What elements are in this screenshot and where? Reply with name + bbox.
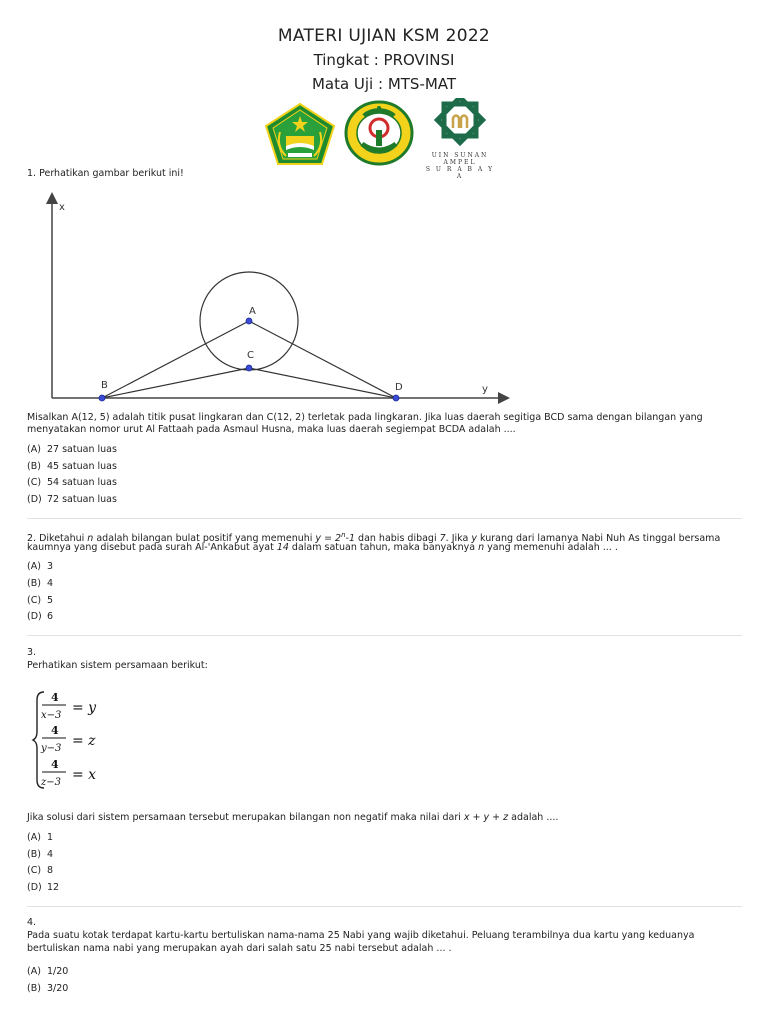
q3-option-a[interactable] (27, 832, 53, 843)
q1-option-b[interactable] (27, 461, 117, 472)
equation-system (30, 688, 150, 792)
eq2-numerator: 4 (51, 724, 59, 737)
level-heading: Tingkat : PROVINSI (313, 51, 455, 69)
option-text: 4 (47, 578, 54, 589)
option-text: 54 satuan luas (47, 477, 117, 488)
q1-text-line2: menyatakan nomor urut Al Fattaah pada Asmaul Husna, maka luas daerah segiempat BCDA adalah .... (27, 424, 516, 435)
q2-fragment: 2. Diketahui (27, 533, 88, 545)
q2-divisor: 7 (439, 533, 446, 545)
option-label: (B) (27, 578, 41, 589)
q1-option-a[interactable] (27, 444, 117, 455)
option-text: 12 (47, 882, 60, 893)
q2-fragment: dan habis dibagi (355, 533, 440, 545)
point-a (246, 318, 252, 324)
page-title: MATERI UJIAN KSM 2022 (277, 26, 491, 46)
eq3-denominator: z−3 (41, 777, 62, 788)
q2-option-d[interactable] (27, 611, 53, 622)
uin-sunan-ampel-logo (430, 98, 490, 152)
q2-var-y: y (315, 533, 322, 545)
eq3-numerator: 4 (51, 758, 59, 771)
q3-option-d[interactable] (27, 882, 59, 893)
option-label: (A) (27, 966, 41, 977)
option-text: 5 (47, 595, 54, 606)
eq1-denominator: x−3 (41, 710, 62, 721)
q3-fragment: Jika solusi dari sistem persamaan tersebut merupakan bilangan non negatif maka nilai dari (27, 812, 464, 823)
option-label: (C) (27, 477, 42, 488)
q4-option-a[interactable] (27, 966, 68, 977)
q2-option-b[interactable] (27, 578, 53, 589)
option-text: 45 satuan luas (47, 461, 117, 472)
point-d (393, 395, 399, 401)
subject-heading: Mata Uji : MTS-MAT (311, 75, 457, 93)
q3-expression: x + y + z (463, 812, 509, 823)
divider (27, 518, 742, 519)
q4-text-line1: Pada suatu kotak terdapat kartu-kartu bertuliskan nama-nama 25 Nabi yang wajib diketahui. Peluang terambilnya dua kartu yang keduanya (27, 930, 695, 941)
option-text: 72 satuan luas (47, 494, 117, 505)
option-label: (D) (27, 882, 42, 893)
uin-caption (424, 152, 496, 180)
q2-text-line2 (27, 542, 618, 554)
option-label: (B) (27, 461, 41, 472)
option-text: 1 (47, 832, 54, 843)
option-label: (B) (27, 983, 41, 994)
option-label: (A) (27, 444, 41, 455)
label-c: C (247, 350, 254, 361)
eq1-rhs: = y (72, 700, 97, 716)
q3-prompt: Perhatikan sistem persamaan berikut: (27, 660, 208, 671)
segment-ad (249, 321, 396, 398)
eq2-rhs: = z (72, 733, 96, 749)
q2-option-a[interactable] (27, 561, 53, 572)
point-b (99, 395, 105, 401)
label-b: B (101, 380, 108, 391)
q2-var-n: n (478, 542, 485, 553)
option-text: 8 (47, 865, 54, 876)
option-label: (A) (27, 561, 41, 572)
system-brace (33, 692, 44, 788)
q3-number: 3. (27, 647, 37, 658)
ksm-logo (344, 100, 414, 166)
q1-prompt: 1. Perhatikan gambar berikut ini! (27, 168, 184, 179)
label-d: D (395, 382, 403, 393)
uin-caption-line2: S U R A B A Y A (425, 166, 495, 180)
uin-caption-line1: UIN SUNAN AMPEL (431, 152, 489, 166)
axis-label-x: x (59, 202, 65, 213)
q2-option-c[interactable] (27, 595, 53, 606)
q3-option-c[interactable] (27, 865, 53, 876)
option-text: 3 (47, 561, 54, 572)
axis-label-y: y (482, 384, 488, 395)
option-label: (D) (27, 611, 42, 622)
segment-ba (102, 321, 249, 398)
q2-fragment: yang memenuhi adalah ... . (484, 542, 618, 553)
option-text: 3/20 (47, 983, 69, 994)
segment-bc (102, 368, 249, 398)
point-c (246, 365, 252, 371)
option-text: 6 (47, 611, 54, 622)
q2-var-n: n (87, 533, 94, 545)
q1-text-line1: Misalkan A(12, 5) adalah titik pusat lingkaran dan C(12, 2) terletak pada lingkaran. Jika luas daerah segitiga BCD sama dengan bilangan yang (27, 412, 703, 423)
q1-option-c[interactable] (27, 477, 117, 488)
q2-ayat: 14 (276, 542, 289, 553)
q2-fragment: adalah bilangan bulat positif yang memenuhi (93, 533, 316, 545)
option-label: (C) (27, 865, 42, 876)
option-label: (A) (27, 832, 41, 843)
q3-fragment: adalah .... (508, 812, 559, 823)
q2-eq-base: = 2 (321, 533, 342, 545)
option-label: (B) (27, 849, 41, 860)
divider (27, 906, 742, 907)
option-label: (C) (27, 595, 42, 606)
label-a: A (249, 306, 256, 317)
q3-text (27, 812, 558, 824)
option-label: (D) (27, 494, 42, 505)
q1-geometry-figure (30, 190, 510, 410)
q4-option-b[interactable] (27, 983, 68, 994)
q2-eq-end: -1 (345, 533, 356, 545)
option-text: 1/20 (47, 966, 69, 977)
q1-option-d[interactable] (27, 494, 117, 505)
q4-text-line2: bertuliskan nama nabi yang merupakan ayah dari salah satu 25 nabi tersebut adalah ... . (27, 943, 452, 954)
q2-fragment: kaumnya yang disebut pada surah Al-'Ankabut ayat (27, 542, 277, 553)
q2-fragment: . Jika (445, 533, 472, 545)
q2-var-y: y (471, 533, 477, 545)
q2-fragment: dalam satuan tahun, maka banyaknya (288, 542, 479, 553)
segment-cd (249, 368, 396, 398)
eq2-denominator: y−3 (41, 743, 62, 754)
eq3-rhs: = x (72, 767, 97, 783)
q2-fragment: kurang dari lamanya Nabi Nuh As tinggal bersama (476, 533, 721, 545)
option-text: 27 satuan luas (47, 444, 117, 455)
q2-eq-exponent: n (341, 531, 346, 539)
divider (27, 635, 742, 636)
q3-option-b[interactable] (27, 849, 53, 860)
kemenag-logo (264, 102, 336, 166)
q4-number: 4. (27, 917, 37, 928)
eq1-numerator: 4 (51, 691, 59, 704)
option-text: 4 (47, 849, 54, 860)
